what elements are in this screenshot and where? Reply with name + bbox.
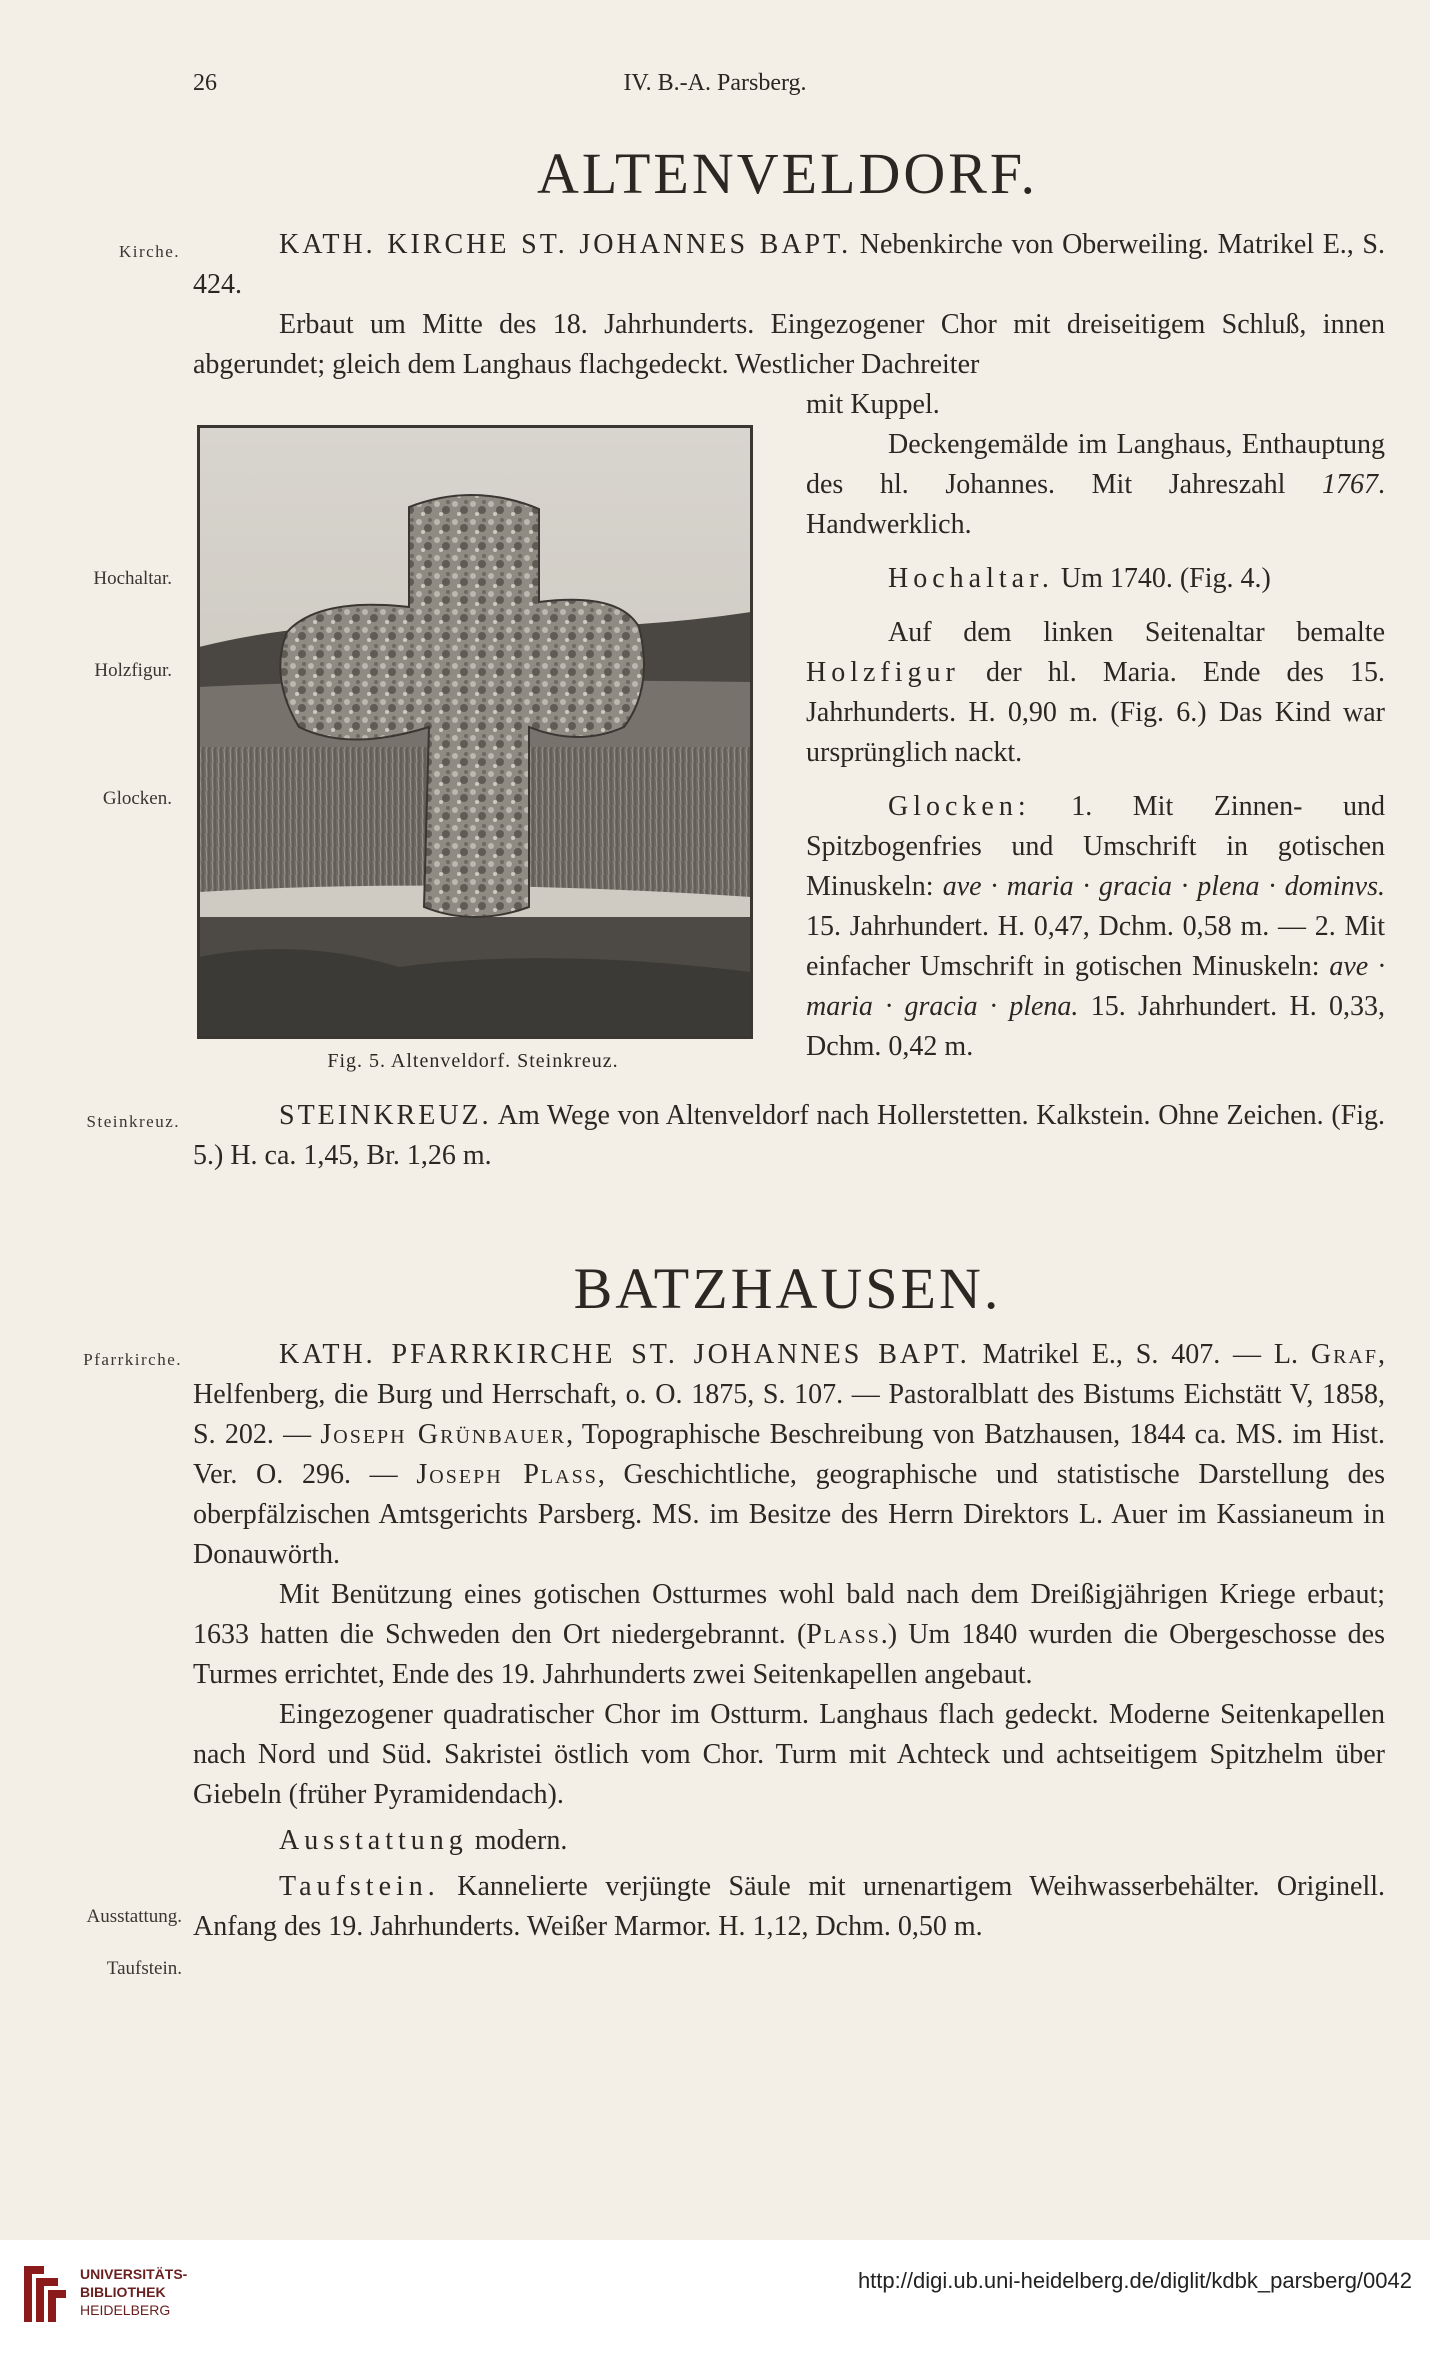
- library-name: [80, 2265, 187, 2319]
- section-title-altenveldorf: ALTENVELDORF.: [536, 141, 1039, 206]
- paragraph-erbaut: Erbaut um Mitte des 18. Jahrhunderts. Eingezogener Chor mit dreiseitigem Schluß, innen abgerundet; gleich dem Langhaus flachgedeckt. Westlicher Dachreiter: [193, 309, 1385, 380]
- intro-text-4: , Geschichtliche, geographische und statistische Darstellung des oberpfälzischen Amtsgerichts Parsberg. MS. im Besitze des Herrn Direktors L. Auer im Kassianeum in Donauwörth.: [193, 1459, 1385, 1570]
- section-title-batzhausen: BATZHAUSEN.: [573, 1256, 1002, 1321]
- ausstattung-label: Ausstattung: [279, 1825, 468, 1856]
- glocken-text-3: 15. Jahrhundert. H. 0,33, Dchm. 0,42 m.: [806, 991, 1385, 1062]
- margin-label-holzfigur: Holzfigur.: [94, 660, 172, 681]
- source-url-link[interactable]: http://digi.ub.uni-heidelberg.de/diglit/kdbk_parsberg/0042: [857, 2268, 1412, 2293]
- text-block-intro: [193, 225, 1385, 385]
- steinkreuz-image: [199, 427, 751, 1037]
- paragraph-erbaut-end: mit Kuppel.: [806, 389, 940, 420]
- margin-label-glocken: Glocken.: [102, 788, 172, 809]
- text-block-batzhausen: [193, 1335, 1385, 1947]
- history-text-2: .) Um 1840 wurden die Obergeschosse des Turmes errichtet, Ende des 19. Jahrhunderts zwei Seitenkapellen angebaut.: [193, 1619, 1385, 1690]
- library-line-3: HEIDELBERG: [80, 2302, 171, 2318]
- library-line-1: UNIVERSITÄTS-: [80, 2266, 188, 2282]
- glocken-label: Glocken:: [888, 791, 1031, 822]
- text-column-right: [806, 425, 1385, 1071]
- figure-caption: Fig. 5. Altenveldorf. Steinkreuz.: [327, 1050, 619, 1072]
- author-plass-short: Plass: [806, 1619, 881, 1650]
- library-logo-icon: [18, 2262, 70, 2331]
- margin-label-taufstein: Taufstein.: [106, 1958, 182, 1979]
- steinkreuz-text: Am Wege von Altenveldorf nach Hollerstetten. Kalkstein. Ohne Zeichen. (Fig. 5.) H. ca. 1,45, Br. 1,26 m.: [193, 1100, 1385, 1171]
- intro-text-3: , Topographische Beschreibung von Batzhausen, 1844 ca. MS. im Hist. Ver. O. 296. —: [193, 1419, 1385, 1490]
- margin-label-ausstattung: Ausstattung.: [86, 1906, 182, 1927]
- text-block-steinkreuz: [193, 1096, 1385, 1176]
- margin-label-kirche: Kirche.: [118, 242, 180, 261]
- footer-bar: [0, 2240, 1430, 2353]
- intro-text: Nebenkirche von Oberweiling. Matrikel E., S. 424.: [193, 229, 1385, 300]
- glocken-inscription-1: ave · maria · gracia · plena · dominvs.: [942, 871, 1386, 902]
- holzfigur-pre: Auf dem linken Seitenaltar bemalte: [888, 617, 1385, 648]
- taufstein-text: Kannelierte verjüngte Säule mit urnenartigem Weihwasserbehälter. Originell. Anfang des 19. Jahrhunderts. Weißer Marmor. H. 1,12, Dchm. 0,50 m.: [193, 1871, 1385, 1942]
- taufstein-label: Taufstein.: [279, 1871, 440, 1902]
- deckengemaelde-year: 1767: [1322, 469, 1378, 500]
- glocken-text-2: 15. Jahrhundert. H. 0,47, Dchm. 0,58 m. — 2. Mit einfacher Umschrift in gotischen Minuskeln:: [806, 911, 1385, 982]
- intro-text-2: , Helfenberg, die Burg und Herrschaft, o. O. 1875, S. 107. — Pastoralblatt des Bistums Eichstätt V, 1858, S. 202. —: [193, 1339, 1385, 1450]
- holzfigur-label: Holzfigur: [806, 657, 960, 688]
- glocken-text-1: 1. Mit Zinnen- und Spitzbogenfries und Umschrift in gotischen Minuskeln:: [806, 791, 1385, 902]
- margin-label-hochaltar: Hochaltar.: [93, 568, 172, 589]
- deckengemaelde-end: . Handwerklich.: [806, 469, 1385, 540]
- glocken-inscription-2: ave · maria · gracia · plena.: [806, 951, 1386, 1022]
- page-number: 26: [193, 70, 217, 96]
- running-title: IV. B.-A. Parsberg.: [623, 70, 807, 96]
- margin-label-pfarrkirche: Pfarrkirche.: [83, 1350, 182, 1369]
- heading-kath-pfarrkirche: KATH. PFARRKIRCHE ST. JOHANNES BAPT.: [279, 1339, 970, 1370]
- deckengemaelde-text: Deckengemälde im Langhaus, Enthauptung des hl. Johannes. Mit Jahreszahl: [806, 429, 1385, 500]
- intro-text-1: Matrikel E., S. 407. — L.: [969, 1339, 1311, 1370]
- heading-kath-kirche: KATH. KIRCHE ST. JOHANNES BAPT.: [279, 229, 852, 260]
- margin-label-steinkreuz: Steinkreuz.: [86, 1112, 180, 1131]
- paragraph-chor: Eingezogener quadratischer Chor im Ostturm. Langhaus flach gedeckt. Moderne Seitenkapellen nach Nord und Süd. Sakristei östlich vom Chor. Turm mit Achteck und achtseitigem Spitzhelm über Giebeln (früher Pyramidendach).: [193, 1699, 1385, 1810]
- author-plass: Joseph Plass: [416, 1459, 598, 1490]
- steinkreuz-heading: STEINKREUZ.: [279, 1100, 492, 1131]
- hochaltar-text: Um 1740. (Fig. 4.): [1053, 563, 1271, 594]
- holzfigur-text: der hl. Maria. Ende des 15. Jahrhunderts. H. 0,90 m. (Fig. 6.) Das Kind war ursprünglich nackt.: [806, 657, 1385, 768]
- ausstattung-text: modern.: [467, 1825, 568, 1856]
- author-graf: Graf: [1310, 1339, 1378, 1370]
- library-line-2: BIBLIOTHEK: [80, 2284, 166, 2300]
- figure-steinkreuz-photo: [197, 425, 753, 1039]
- author-gruenbauer: Joseph Grünbauer: [320, 1419, 567, 1450]
- history-text-1: Mit Benützung eines gotischen Ostturmes wohl bald nach dem Dreißigjährigen Kriege erbaut; 1633 hatten die Schweden den Ort niedergebrannt. (: [193, 1579, 1385, 1650]
- hochaltar-label: Hochaltar.: [888, 563, 1054, 594]
